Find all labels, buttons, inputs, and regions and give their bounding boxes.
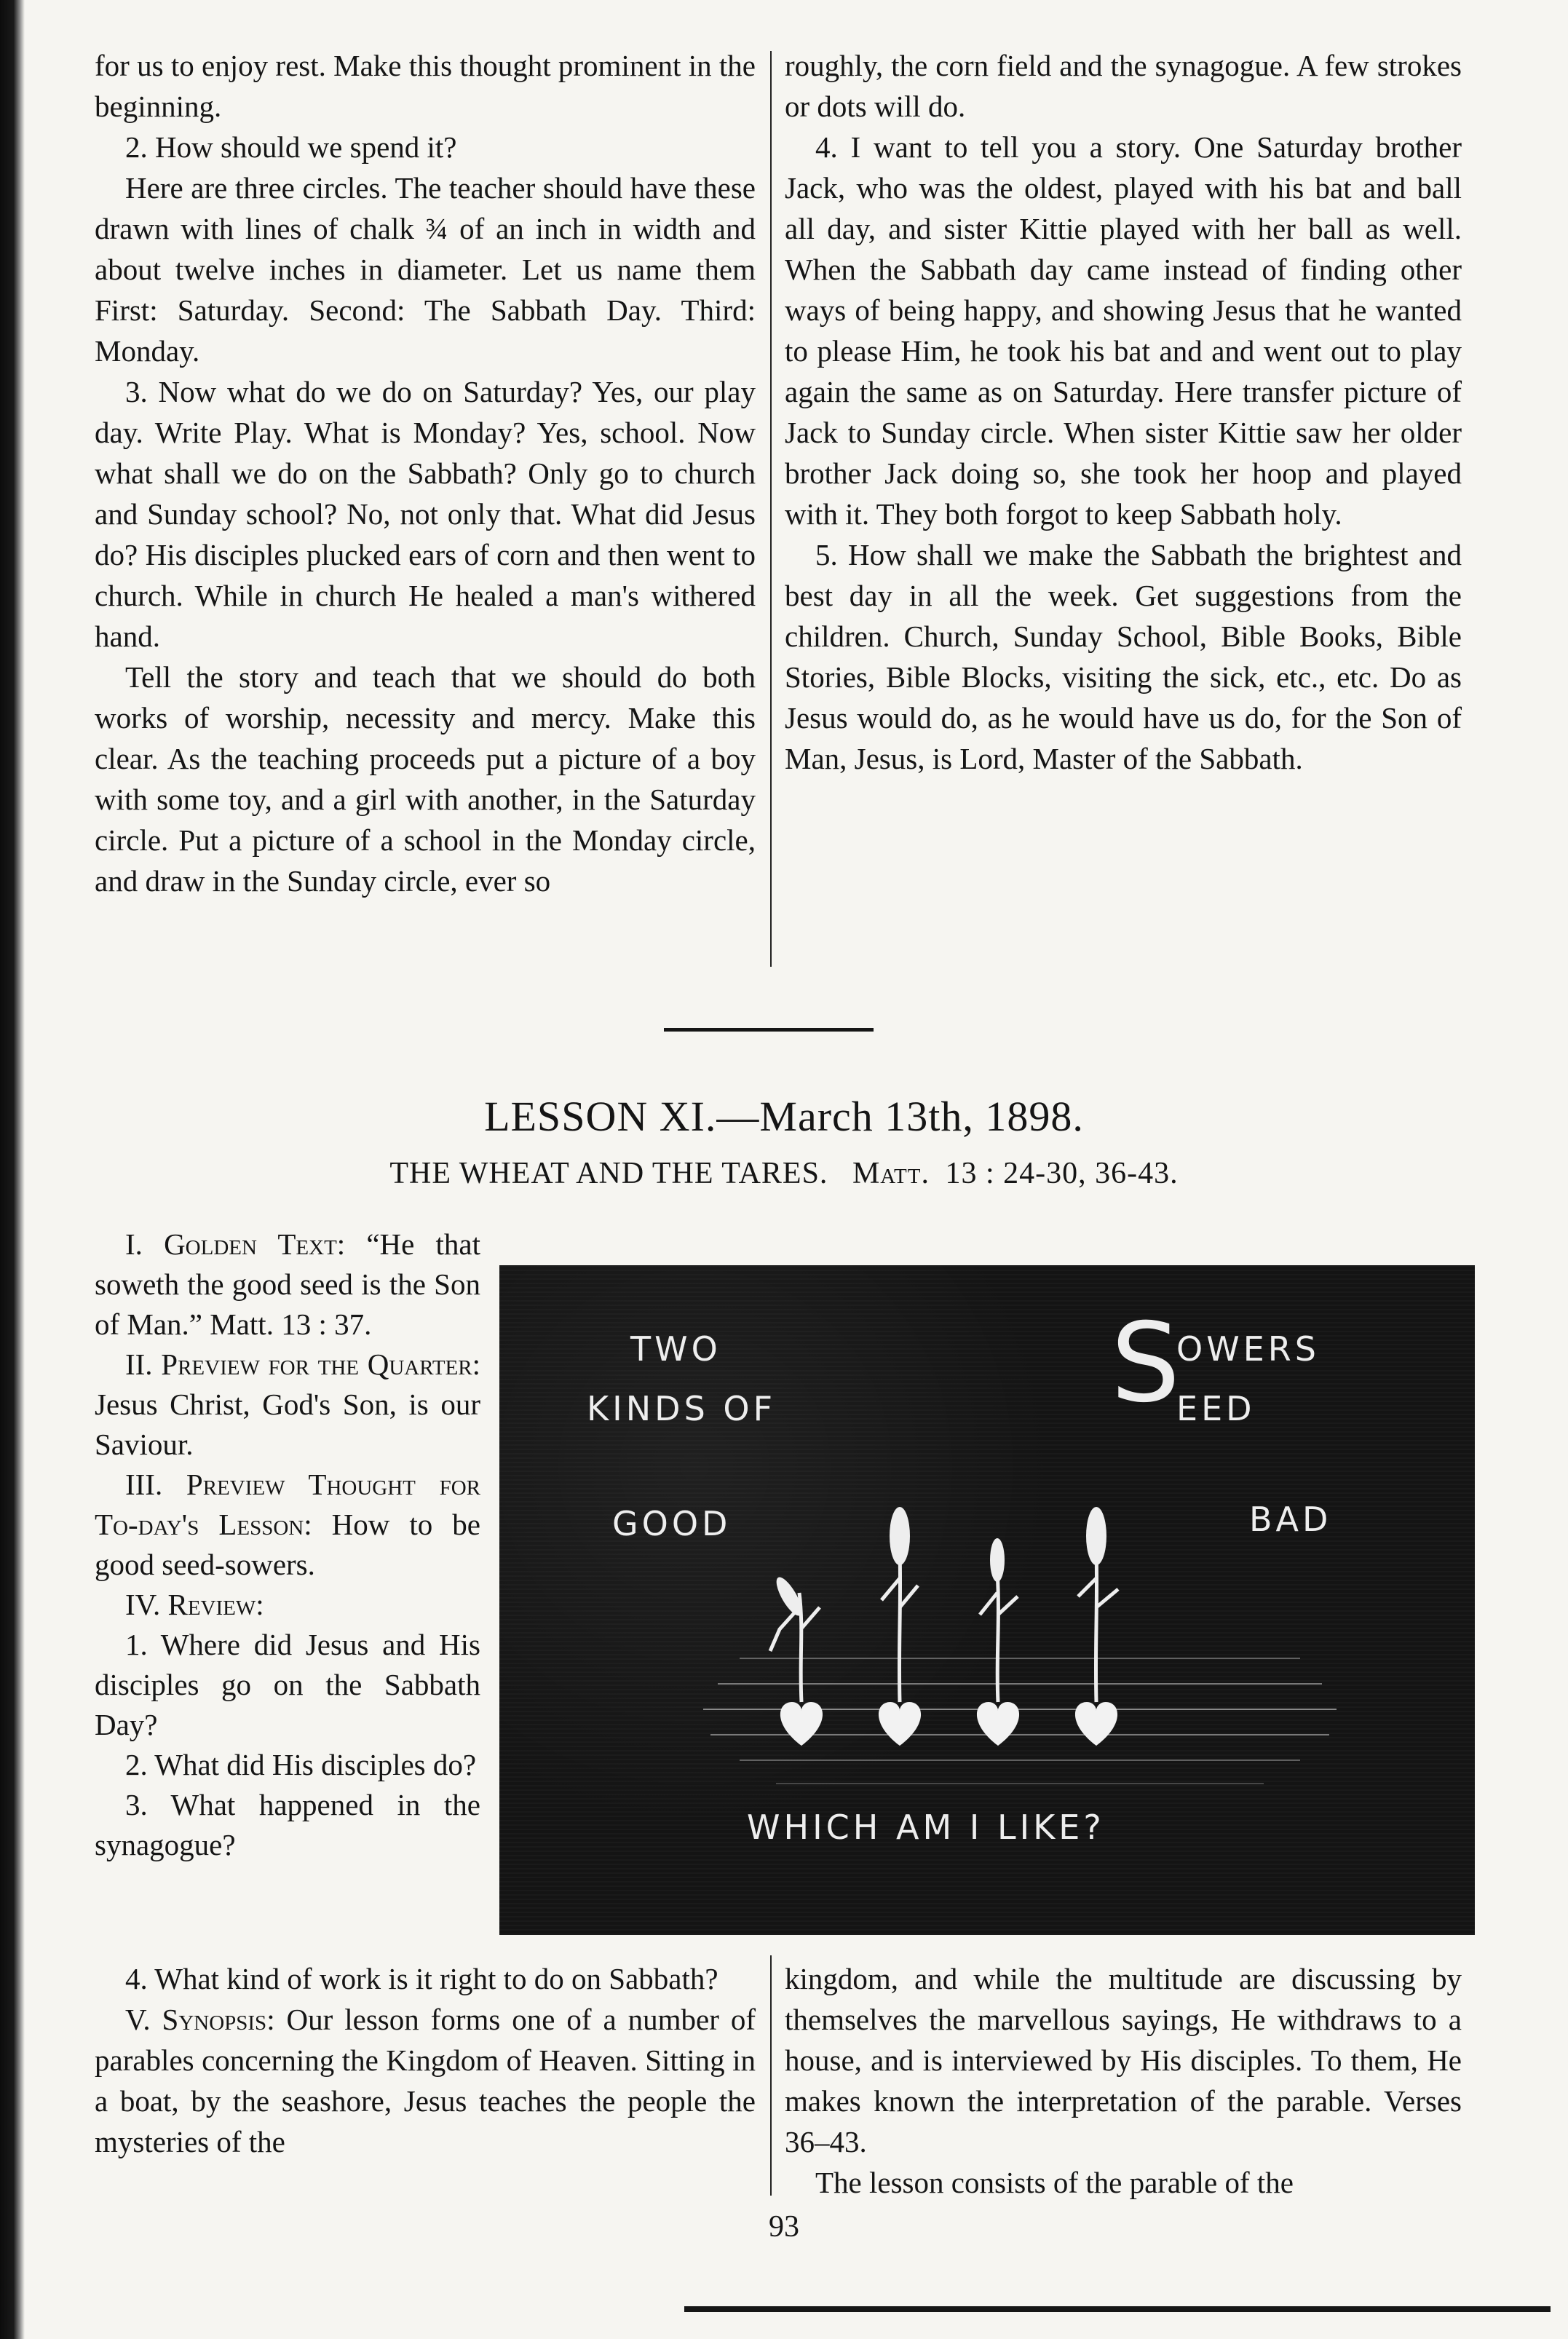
plant-stalk-2	[882, 1549, 918, 1702]
paragraph: kingdom, and while the multitude are discussing by themselves the marvellous sayings, He withdraws to a house, and is interviewed by His disciples. To them, He makes known the interpretation of the parable. Verses 36–43.	[785, 1962, 1462, 2158]
column-divider-bottom	[770, 1955, 772, 2196]
paragraph: for us to enjoy rest. Make this thought prominent in the beginning.	[95, 49, 756, 123]
bottom-rule	[684, 2306, 1551, 2312]
column-bottom-right	[785, 1958, 1462, 2203]
plant-stalk-4	[1078, 1549, 1118, 1702]
page-number: 93	[769, 2210, 799, 2244]
paragraph: Here are three circles. The teacher should have these drawn with lines of chalk ¾ of an inch in width and about twelve inches in diameter. Let us name them First: Saturday. Second: The Sabbath Day. Third: Monday.	[95, 171, 756, 368]
paragraph: 2. How should we spend it?	[125, 130, 457, 164]
paragraph: V. Synopsis: Our lesson forms one of a number of parables concerning the Kingdom of Heaven. Sitting in a boat, by the seashore, Jesus teaches the people the mysteries of the	[95, 2003, 756, 2158]
lesson-outline-column	[95, 1224, 480, 1865]
lesson-subtitle-ref-book: Matt.	[852, 1157, 930, 1190]
wheat-heads	[772, 1507, 1106, 1619]
paragraph: roughly, the corn field and the synagogue. A few strokes or dots will do.	[785, 49, 1462, 123]
plant-stalk-3	[980, 1571, 1018, 1702]
section-divider	[664, 1028, 874, 1032]
column-top-right	[785, 45, 1462, 779]
illus-text-bad: BAD	[1249, 1500, 1332, 1539]
illus-big-s: S	[1111, 1300, 1181, 1427]
outline-item: II. Preview for the Quarter: Jesus Christ, God's Son, is our Saviour.	[95, 1347, 480, 1461]
lesson-subtitle-ref-verses: 13 : 24-30, 36-43.	[945, 1157, 1179, 1190]
illus-question: WHICH AM I LIKE?	[747, 1808, 1105, 1847]
illus-text-owers: OWERS	[1176, 1329, 1320, 1369]
illus-text-eed: EED	[1176, 1389, 1256, 1428]
paragraph: Tell the story and teach that we should do both works of worship, necessity and mercy. Make this clear. As the teaching proceeds put a picture of a boy with some toy, and a girl with another, in the Saturday circle. Put a picture of a school in the Monday circle, and draw in the Sunday circle, ever so	[95, 660, 756, 898]
paragraph: 5. How shall we make the Sabbath the brightest and best day in all the week. Get suggestions from the children. Church, Sunday School, Bible Books, Bible Stories, Bible Blocks, visiting the sick, etc., etc. Do as Jesus would do, as he would have us do, for the Son of Man, Jesus, is Lord, Master of the Sabbath.	[785, 538, 1462, 775]
paragraph: 3. Now what do we do on Saturday? Yes, our play day. Write Play. What is Monday? Yes, school. Now what shall we do on the Sabbath? Only go to church and Sunday school? No, not only that. What did Jesus do? His disciples plucked ears of corn and then went to church. While in church He healed a man's withered hand.	[95, 375, 756, 653]
outline-item: 3. What happened in the synagogue?	[95, 1788, 480, 1861]
column-divider-top	[770, 51, 772, 967]
illus-text-good: GOOD	[612, 1504, 732, 1543]
outline-item: 1. Where did Jesus and His disciples go on the Sabbath Day?	[95, 1628, 480, 1741]
outline-item: I. Golden Text: “He that soweth the good seed is the Son of Man.” Matt. 13 : 37.	[95, 1227, 481, 1341]
illus-text-kinds-of: KINDS OF	[587, 1389, 777, 1428]
lesson-subtitle	[0, 1156, 1568, 1191]
lesson-title: LESSON XI.—March 13th, 1898.	[484, 1093, 1084, 1140]
outline-item: III. Preview Thought for To-day's Lesson: How to be good seed-sowers.	[95, 1468, 480, 1581]
column-top-left	[95, 45, 756, 901]
outline-item: 2. What did His disciples do?	[125, 1748, 477, 1781]
column-bottom-left	[95, 1958, 756, 2162]
paragraph: 4. I want to tell you a story. One Saturday brother Jack, who was the oldest, played with his bat and ball all day, and sister Kittie played with her ball as well. When the Sabbath day came instead of finding other ways of being happy, and showing Jesus that he wanted to please Him, he took his bat and and went out to play again the same as on Saturday. Here transfer picture of Jack to Sunday circle. When sister Kittie saw her older brother Jack doing so, she took her hoop and played with it. They both forgot to keep Sabbath holy.	[785, 130, 1462, 531]
lesson-subtitle-main: THE WHEAT AND THE TARES.	[389, 1157, 828, 1190]
paragraph: 4. What kind of work is it right to do on Sabbath?	[125, 1962, 718, 1995]
blackboard-illustration	[499, 1265, 1475, 1935]
paragraph: The lesson consists of the parable of the	[815, 2166, 1294, 2199]
outline-item: IV. Review:	[125, 1588, 264, 1621]
illus-text-two: TWO	[630, 1329, 721, 1369]
